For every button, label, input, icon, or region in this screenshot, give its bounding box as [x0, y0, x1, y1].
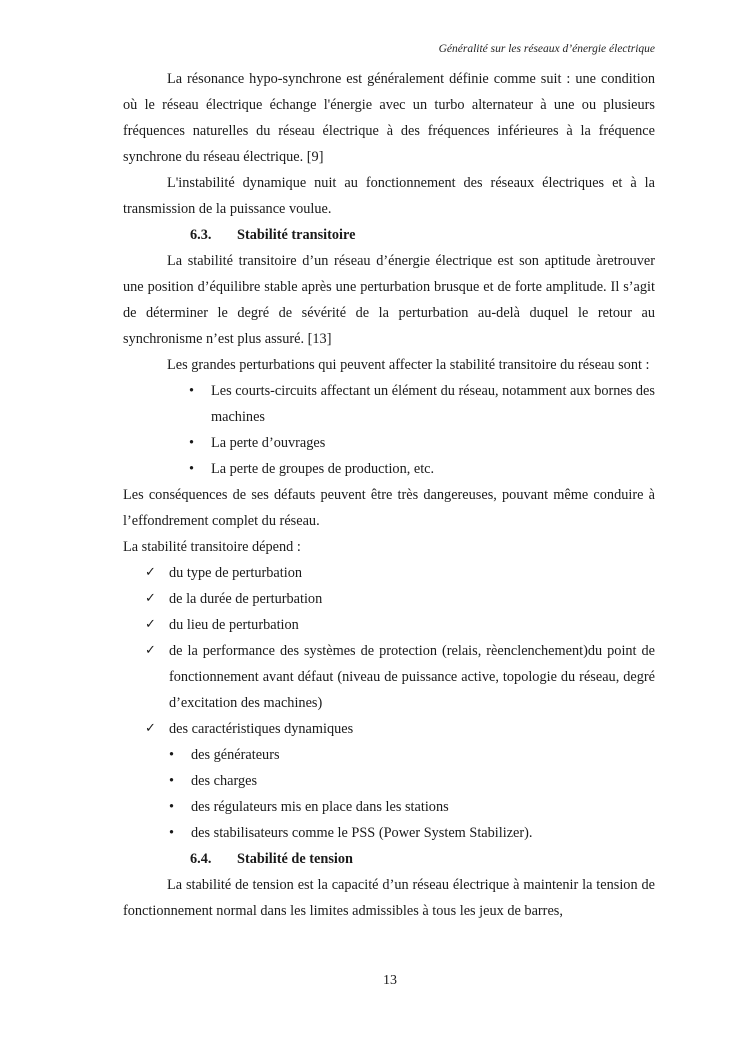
checkmark-icon: ✓: [145, 565, 156, 580]
bullet-icon: •: [169, 825, 175, 841]
bullet-icon: •: [189, 461, 195, 477]
bullet-icon: •: [169, 747, 175, 763]
bullet-icon: •: [189, 435, 195, 451]
paragraph-resonance: La résonance hypo-synchrone est généralement définie comme suit : une condition où le réseau électrique échange l'énergie avec un turbo alternateur à une ou plusieurs fréquences naturelles du réseau électrique à des fréquences inférieures à la fréquence synchrone du réseau électrique. [9]: [123, 71, 655, 165]
section-heading-6-4: [123, 846, 655, 872]
paragraph-voltage-stability: La stabilité de tension est la capacité d’un réseau électrique à maintenir la tension de fonctionnement normal dans les limites admissibles à tous les jeux de barres,: [123, 877, 655, 919]
section-heading-6-3: [123, 222, 655, 248]
checkmark-icon: ✓: [145, 721, 156, 736]
paragraph-depends: La stabilité transitoire dépend :: [123, 539, 301, 555]
running-header: Généralité sur les réseaux d’énergie électrique: [438, 43, 655, 55]
checkmark-icon: ✓: [145, 643, 156, 658]
perturbation-list: [123, 378, 655, 482]
paragraph-transient-definition: La stabilité transitoire d’un réseau d’énergie électrique est son aptitude àretrouver une position d’équilibre stable après une perturbation brusque et de forte amplitude. Il s’agit de déterminer le degré de sévérité de la perturbation au-delà duquel le retour au synchronisme n’est plus assuré. [13]: [123, 253, 655, 347]
list-item: ✓ de la performance des systèmes de protection (relais, rèenclenchement)du point de fonctionnement avant défaut (niveau de puissance active, topologie du réseau, degré d’excitation des machines): [145, 638, 655, 716]
list-item: • des régulateurs mis en place dans les stations: [169, 794, 655, 820]
dynamic-characteristics-list: [123, 742, 655, 846]
section-title: Stabilité transitoire: [237, 227, 356, 243]
checkmark-icon: ✓: [145, 617, 156, 632]
paragraph-perturbations-intro: Les grandes perturbations qui peuvent affecter la stabilité transitoire du réseau sont :: [167, 357, 650, 373]
section-number: 6.4.: [190, 851, 212, 867]
paragraph-consequences: Les conséquences de ses défauts peuvent être très dangereuses, pouvant même conduire à l’effondrement complet du réseau.: [123, 487, 655, 529]
checkmark-icon: ✓: [145, 591, 156, 606]
paragraph-instability: L'instabilité dynamique nuit au fonctionnement des réseaux électriques et à la transmission de la puissance voulue.: [123, 175, 655, 217]
page-body: [123, 66, 655, 924]
dependency-checklist: [123, 560, 655, 742]
section-title: Stabilité de tension: [237, 851, 353, 867]
list-item: • Les courts-circuits affectant un élément du réseau, notamment aux bornes des machines: [189, 378, 655, 430]
list-item: • La perte de groupes de production, etc.: [189, 456, 655, 482]
list-item: • La perte d’ouvrages: [189, 430, 655, 456]
section-number: 6.3.: [190, 227, 212, 243]
list-item: • des stabilisateurs comme le PSS (Power System Stabilizer).: [169, 820, 655, 846]
page-number: 13: [383, 973, 397, 988]
list-item: ✓ de la durée de perturbation: [145, 586, 655, 612]
bullet-icon: •: [169, 773, 175, 789]
bullet-icon: •: [169, 799, 175, 815]
list-item: ✓ du lieu de perturbation: [145, 612, 655, 638]
list-item: • des générateurs: [169, 742, 655, 768]
list-item: ✓ du type de perturbation: [145, 560, 655, 586]
list-item: ✓ des caractéristiques dynamiques: [145, 716, 655, 742]
bullet-icon: •: [189, 383, 195, 399]
list-item: • des charges: [169, 768, 655, 794]
